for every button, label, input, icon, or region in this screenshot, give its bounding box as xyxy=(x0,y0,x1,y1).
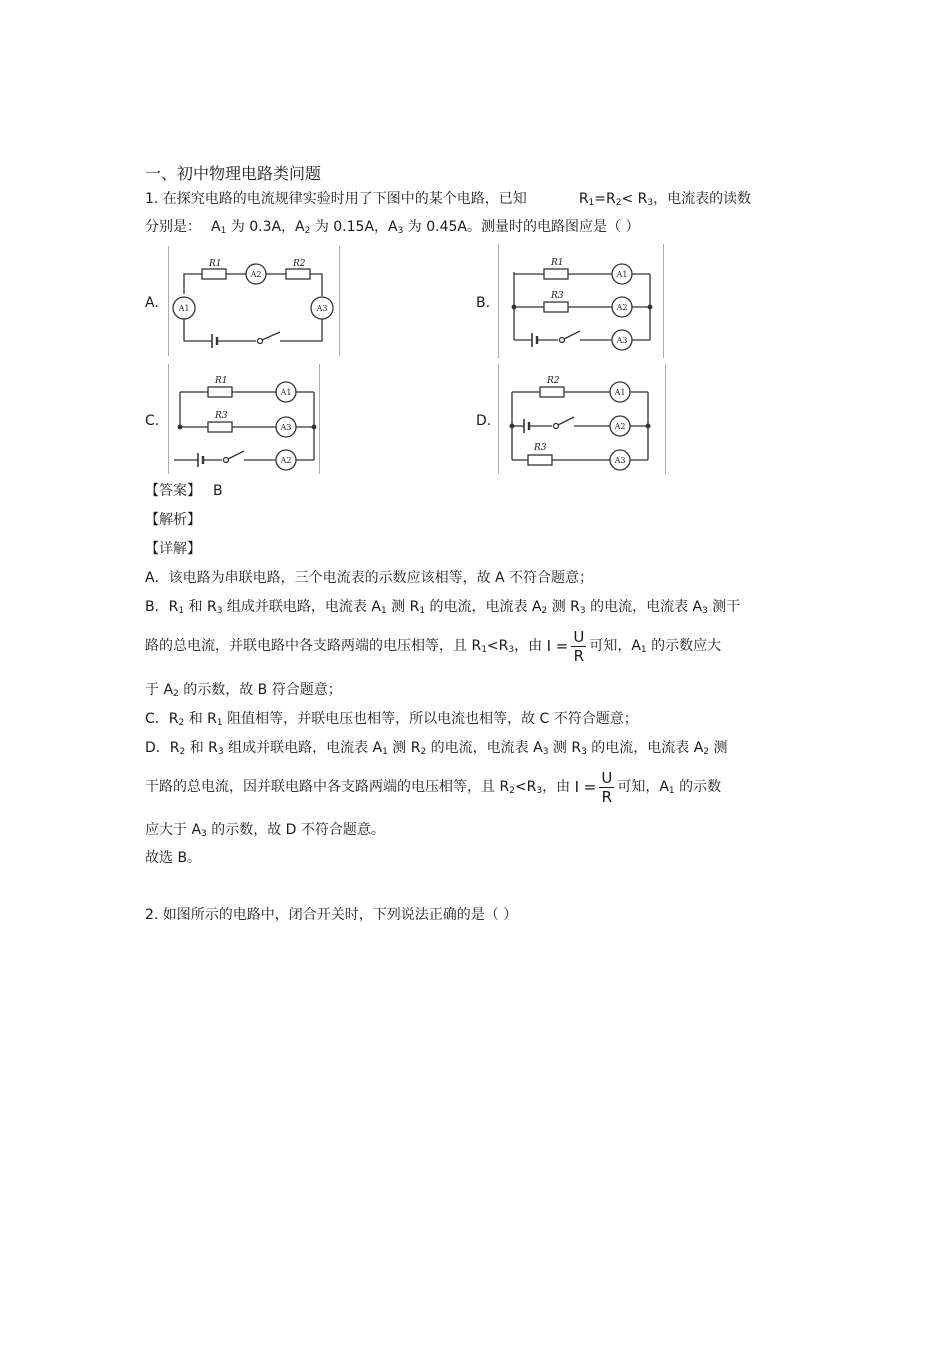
ammeter-a2-label: A2 xyxy=(280,456,292,465)
option-d-label[interactable]: D. xyxy=(476,413,492,429)
q1-stem-line2: 分别是： $A_1$ 为 0.3A，$A_2$ 为 0.15A，$A_3$ 为 0.45A。测量时的电路图应是（ ） xyxy=(145,219,640,236)
q1-stem-line1: 1. 在探究电路的电流规律实验时用了下图中的某个电路，已知 $R_1=R_2< R_3$，电流表的读数 xyxy=(145,191,752,208)
ammeter-a2-label: A2 xyxy=(616,303,628,312)
option-b-label[interactable]: B. xyxy=(476,295,491,311)
resistor-r3-label: R3 xyxy=(534,443,547,453)
ammeter-a1-label: A1 xyxy=(280,388,292,397)
resistor-r1-label: R1 xyxy=(215,376,228,386)
resistor-r2-label: R2 xyxy=(293,259,306,269)
circuit-diagram-a[interactable] xyxy=(168,246,340,356)
explain-a: A．该电路为串联电路，三个电流表的示数应该相等，故 A 不符合题意； xyxy=(145,570,594,586)
ammeter-a1-label: A1 xyxy=(614,388,626,397)
option-c-label[interactable]: C. xyxy=(145,413,160,429)
explain-c: C．$R_2$ 和 $R_1$ 阻值相等，并联电压也相等，所以电流也相等，故 C 不符合题意； xyxy=(145,711,638,728)
answer-line xyxy=(145,482,223,500)
explain-d-line2: 干路的总电流，因并联电路中各支路两端的电压相等，且 $R_2<R_3$，由 I = $\frac{U}{R}$ 可知，$A_1$ 的示数 xyxy=(145,768,722,806)
resistor-r3-label: R3 xyxy=(551,291,564,301)
option-a-label[interactable]: A. xyxy=(145,295,159,311)
q2-stem: 2. 如图所示的电路中，闭合开关时，下列说法正确的是（ ） xyxy=(145,907,518,923)
explain-b-line1: B．$R_1$ 和 $R_3$ 组成并联电路，电流表 $A_1$ 测 $R_1$ 的电流，电流表 $A_2$ 测 $R_3$ 的电流，电流表 $A_3$ 测干 xyxy=(145,599,741,616)
ammeter-a3-label: A3 xyxy=(316,304,328,313)
resistor-r3-label: R3 xyxy=(215,411,228,421)
ohms-law-fraction: $\frac{U}{R}$ xyxy=(573,627,585,665)
ammeter-a1-label: A1 xyxy=(616,270,628,279)
resistor-r2-label: R2 xyxy=(547,376,560,386)
ammeter-a1-label: A1 xyxy=(178,304,190,313)
ammeter-a3-label: A3 xyxy=(616,336,628,345)
explain-b-line3: 于 $A_2$ 的示数，故 B 符合题意； xyxy=(145,682,342,699)
ammeter-a2-label: A2 xyxy=(614,422,626,431)
explain-d-line3: 应大于 $A_3$ 的示数，故 D 不符合题意。 xyxy=(145,822,385,839)
detail-label: 【详解】 xyxy=(145,541,201,557)
resistor-r1-label: R1 xyxy=(551,258,564,268)
explain-b-line2: 路的总电流，并联电路中各支路两端的电压相等，且 $R_1<R_3$，由 I = $\frac{U}{R}$ 可知，$A_1$ 的示数应大 xyxy=(145,627,722,665)
section-title: 一、初中物理电路类问题 xyxy=(145,164,322,183)
ohms-law-fraction: $\frac{U}{R}$ xyxy=(601,768,613,806)
ammeter-a2-label: A2 xyxy=(250,270,262,279)
explain-d-line1: D．$R_2$ 和 $R_3$ 组成并联电路，电流表 $A_1$ 测 $R_2$ 的电流，电流表 $A_3$ 测 $R_3$ 的电流，电流表 $A_2$ 测 xyxy=(145,740,728,757)
resistor-r1-label: R1 xyxy=(209,259,222,269)
conclusion: 故选 B。 xyxy=(145,850,202,866)
ammeter-a3-label: A3 xyxy=(614,456,626,465)
circuit-diagram-b[interactable] xyxy=(498,244,664,358)
circuit-diagram-c[interactable] xyxy=(168,364,320,474)
answer-value: B xyxy=(213,483,223,499)
ammeter-a3-label: A3 xyxy=(280,423,292,432)
answer-label: 【答案】 xyxy=(145,483,201,499)
analysis-label: 【解析】 xyxy=(145,512,201,528)
circuit-diagram-d[interactable] xyxy=(498,364,666,474)
